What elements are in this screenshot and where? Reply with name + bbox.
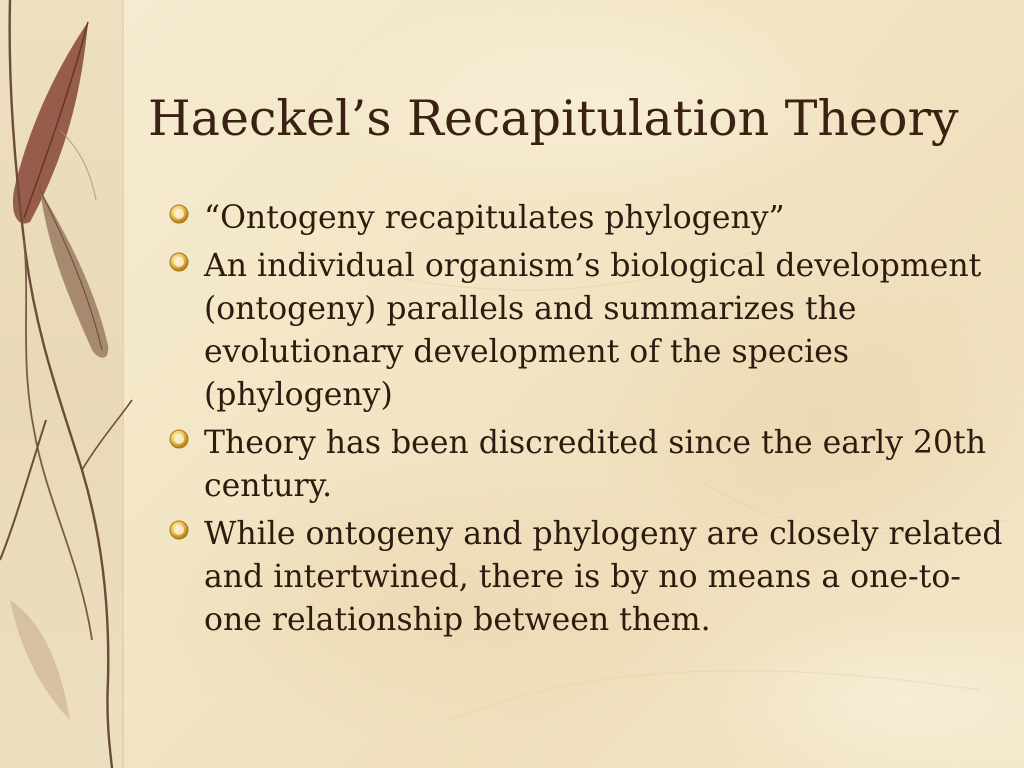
- bullet-item-4: [168, 513, 1013, 642]
- bullet-text: An individual organism’s biological development (ontogeny) parallels and summarizes the evolutionary development of the species (phylogeny): [204, 248, 982, 413]
- bullet-item-2: [168, 245, 1013, 417]
- bullet-list: [168, 197, 1013, 647]
- bullet-text: Theory has been discredited since the early 20th century.: [204, 425, 987, 504]
- orb-bullet-icon: [168, 203, 190, 225]
- leaf-decoration-icon: [0, 0, 140, 768]
- orb-bullet-icon: [168, 251, 190, 273]
- bullet-item-3: [168, 422, 1013, 508]
- orb-bullet-icon: [168, 519, 190, 541]
- orb-bullet-icon: [168, 428, 190, 450]
- slide-title: Haeckel’s Recapitulation Theory: [148, 90, 959, 147]
- bullet-text: While ontogeny and phylogeny are closely related and intertwined, there is by no means a one-to-one relationship between them.: [204, 516, 1003, 638]
- bullet-text: “Ontogeny recapitulates phylogeny”: [204, 200, 785, 236]
- bullet-item-1: [168, 197, 1013, 240]
